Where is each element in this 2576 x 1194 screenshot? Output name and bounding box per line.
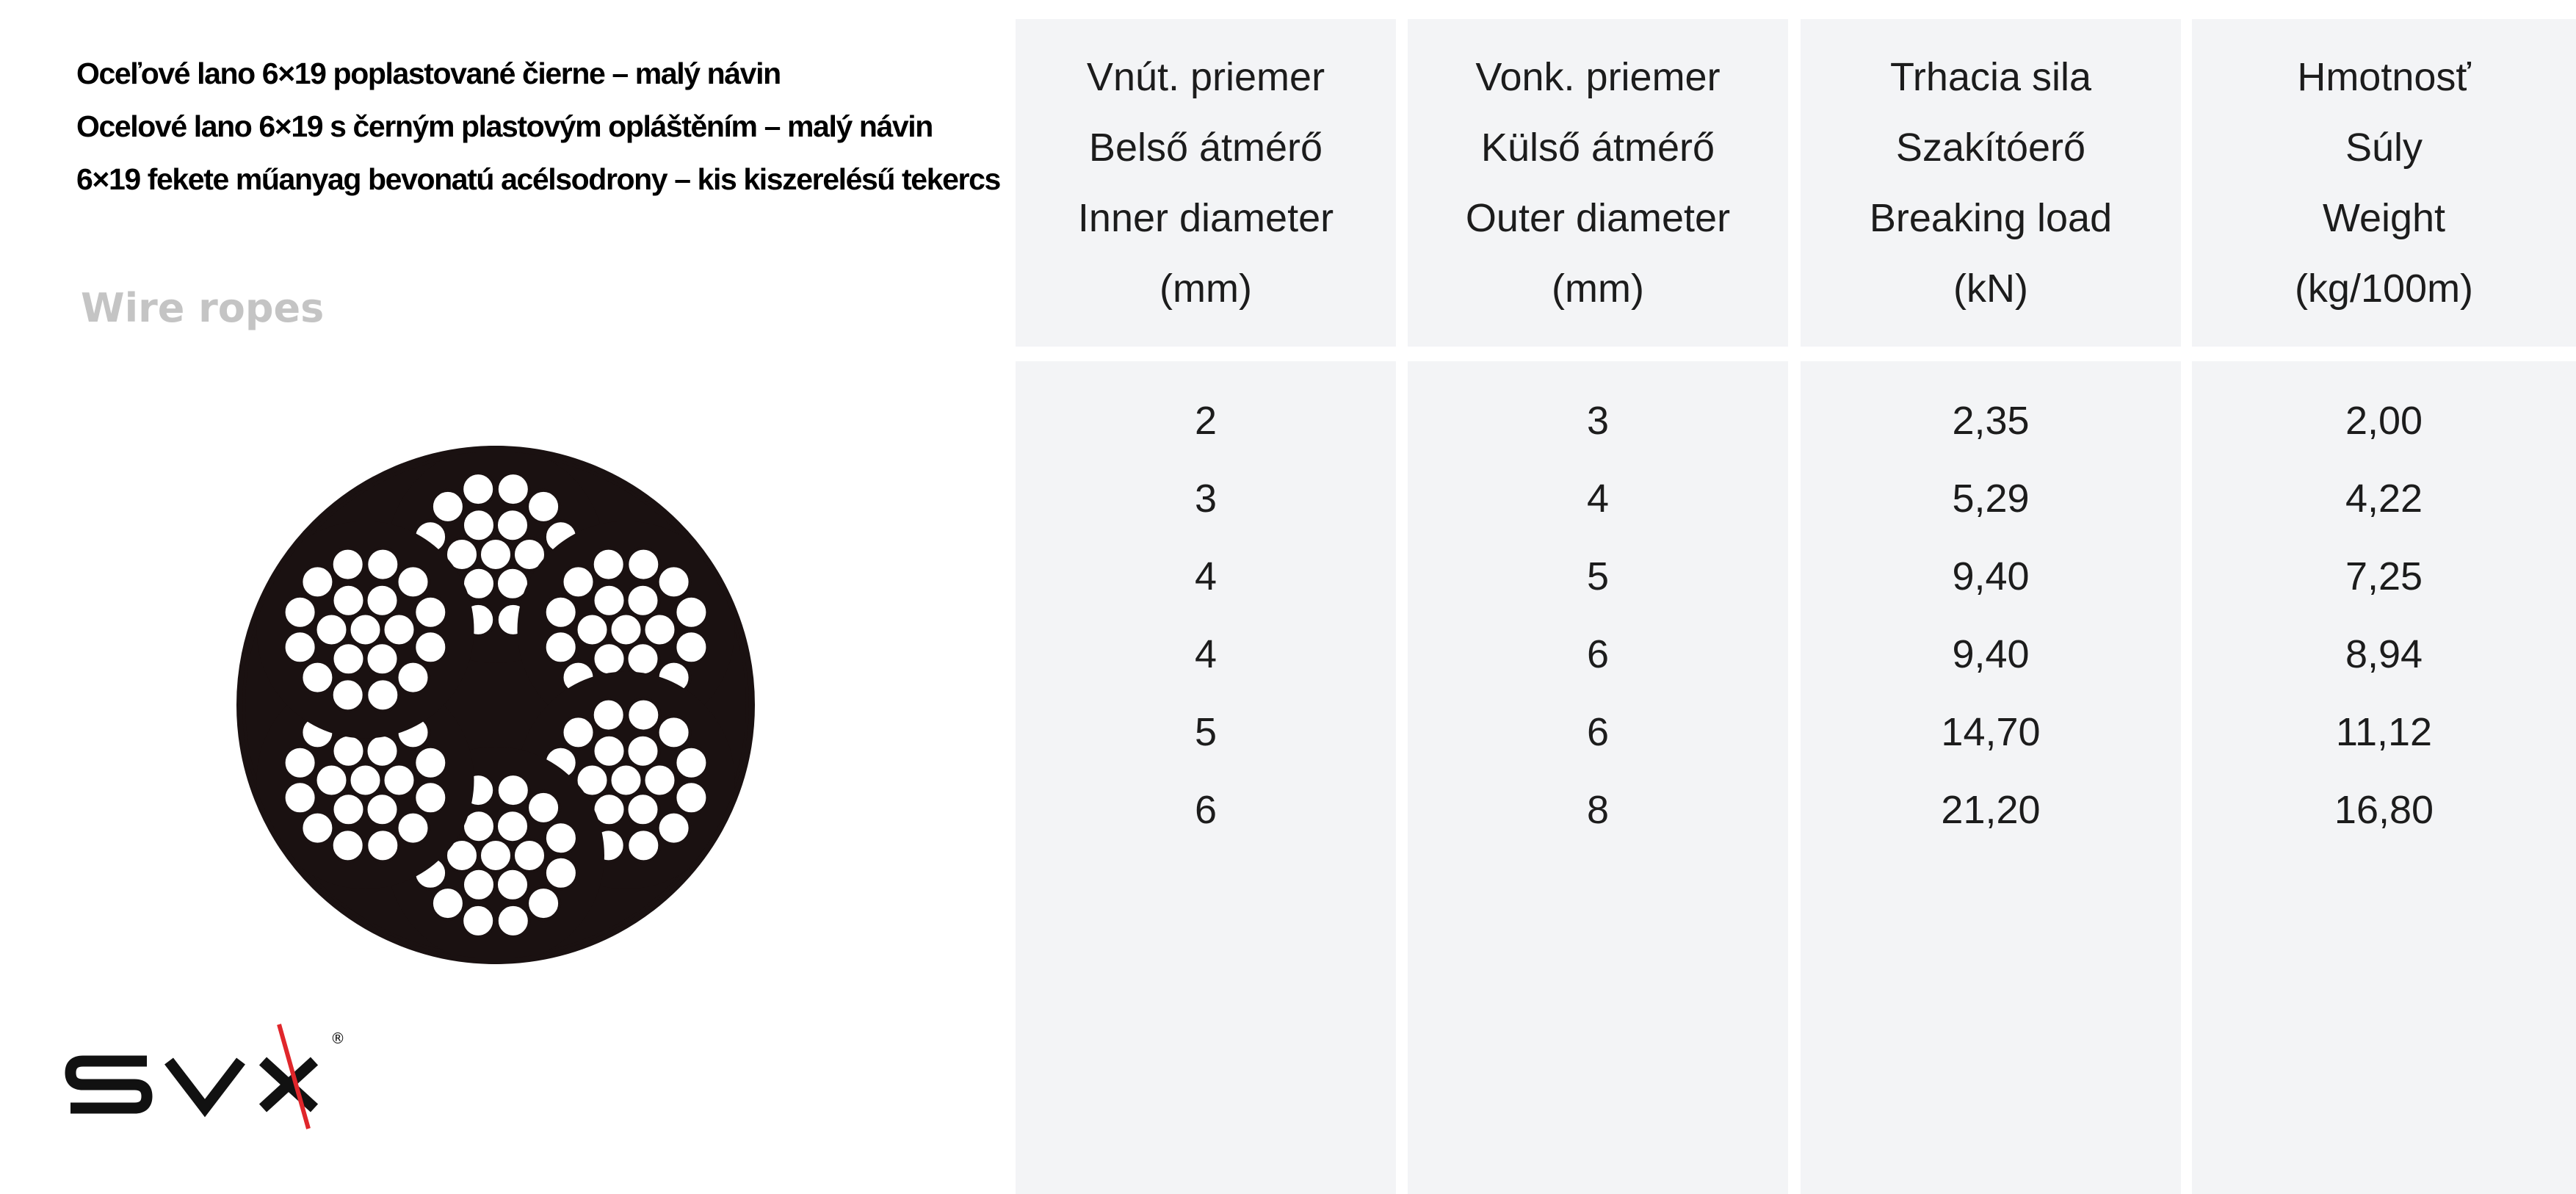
wire [562,565,595,598]
wire [414,596,446,629]
wire [366,679,399,711]
wire [432,887,464,919]
column-header-weight [2192,19,2576,347]
column-breaking-load [1801,361,2181,1194]
wire [366,735,399,767]
wire [675,596,707,629]
wire [545,857,577,889]
wire [627,793,659,825]
wire [527,887,560,919]
wire [432,491,464,523]
header-line: Weight [2322,196,2446,240]
wire [284,747,316,779]
wire [350,614,382,646]
svx-logo-letters [70,1061,314,1108]
wire [610,614,643,646]
wire [397,565,430,598]
product-titles [76,47,1016,206]
wire [527,792,560,824]
wire [496,869,529,901]
table-cell: 5 [1586,554,1610,598]
rope-cross-section-image [235,444,756,966]
wire [545,596,577,629]
table-cell: 9,40 [1952,554,2030,598]
wire [333,735,365,767]
table-cell: 8,94 [2345,632,2423,676]
header-line: Outer diameter [1465,196,1731,240]
header-line: Szakítóerő [1895,126,2086,170]
header-line: (mm) [1159,267,1252,311]
wire [316,764,348,797]
header-line: Belső átmérő [1088,126,1323,170]
table-cell: 8 [1586,788,1610,832]
rope-cross-section-drawing [239,446,752,964]
wire [675,781,707,814]
column-inner-diameter [1016,361,1396,1194]
product-title-cz: Ocelové lano 6×19 s černým plastovým opláštěním – malý návin [76,109,933,143]
wire [480,538,512,571]
wire [545,822,577,854]
wire [284,631,316,663]
table-cell: 4 [1194,554,1218,598]
table-cell: 3 [1194,477,1218,521]
wire [284,596,316,629]
table-cell: 7,25 [2345,554,2423,598]
wire [576,614,609,646]
table-cell: 2 [1194,399,1218,443]
header-line: Súly [2345,126,2423,170]
wire [462,473,494,505]
wire [333,793,365,825]
wire [658,565,690,598]
table-cell: 21,20 [1941,788,2041,832]
wire [332,829,364,861]
wire [627,585,659,617]
wire [414,781,446,814]
wire [333,643,365,675]
table-cell: 11,12 [2335,710,2433,754]
table-cell: 5 [1194,710,1218,754]
wire [627,735,659,767]
svx-logo [65,1017,358,1149]
table-cell: 3 [1586,399,1610,443]
wire [462,905,494,937]
wire [675,747,707,779]
wire [593,735,626,767]
wire [397,662,430,694]
table-cell: 5,29 [1952,477,2030,521]
header-line: Hmotnosť [2297,55,2471,99]
table-cell: 16,80 [2334,788,2434,832]
wire [383,614,416,646]
wire [383,764,416,797]
wire [496,509,529,541]
header-line: (kN) [1953,267,2028,311]
wire [366,643,399,675]
column-weight [2192,361,2576,1194]
wire [301,662,333,694]
wire [610,764,643,797]
wire [333,585,365,617]
wire [627,549,659,581]
wire [397,812,430,844]
section-label: Wire ropes [81,285,325,331]
wire [497,473,529,505]
wire [644,764,676,797]
wire [593,549,625,581]
wire [545,631,577,663]
table-cell: 6 [1194,788,1218,832]
table-cell: 6 [1586,632,1610,676]
table-cell: 9,40 [1952,632,2030,676]
column-header-breaking-load [1801,19,2181,347]
product-title-hu: 6×19 fekete műanyag bevonatú acélsodrony – kis kiszerelésű tekercs [76,162,1000,196]
wire [527,491,560,523]
wire [284,781,316,814]
wire [463,509,495,541]
header-line: Vonk. priemer [1475,55,1721,99]
wire [593,643,626,675]
wire [593,585,626,617]
wire [658,812,690,844]
wire [644,614,676,646]
header-line: Vnút. priemer [1086,55,1325,99]
table-cell: 6 [1586,710,1610,754]
wire [627,643,659,675]
wire [414,747,446,779]
wire [593,699,625,731]
wire [366,549,399,581]
wire [350,764,382,797]
wire [627,699,659,731]
header-line: Külső átmérő [1480,126,1715,170]
table-cell: 4 [1586,477,1610,521]
header-line: (kg/100m) [2294,267,2474,311]
wire [414,631,446,663]
wire [301,812,333,844]
wire [480,839,512,872]
wire [332,549,364,581]
wire [366,585,399,617]
column-header-inner-diameter [1016,19,1396,347]
wire [497,774,529,806]
product-title-sk: Oceľové lano 6×19 poplastované čierne – malý návin [76,57,781,90]
wire [675,631,707,663]
column-outer-diameter [1408,361,1788,1194]
table-cell: 14,70 [1941,710,2041,754]
registered-mark: ® [330,1030,345,1047]
table-cell: 2,00 [2345,399,2423,443]
header-line: Inner diameter [1077,196,1334,240]
wire [463,869,495,901]
header-line: (mm) [1552,267,1644,311]
wire [366,793,399,825]
wire [513,839,546,872]
table-cell: 4 [1194,632,1218,676]
wire [496,810,529,842]
wire [497,905,529,937]
table-cell: 2,35 [1952,399,2030,443]
wire [366,829,399,861]
wire [301,565,333,598]
wire [627,829,659,861]
wire [332,679,364,711]
header-line: Breaking load [1869,196,2113,240]
column-header-outer-diameter [1408,19,1788,347]
wire [562,716,595,748]
wire [316,614,348,646]
table-cell: 4,22 [2345,477,2423,521]
wire [658,716,690,748]
header-line: Trhacia sila [1889,55,2092,99]
